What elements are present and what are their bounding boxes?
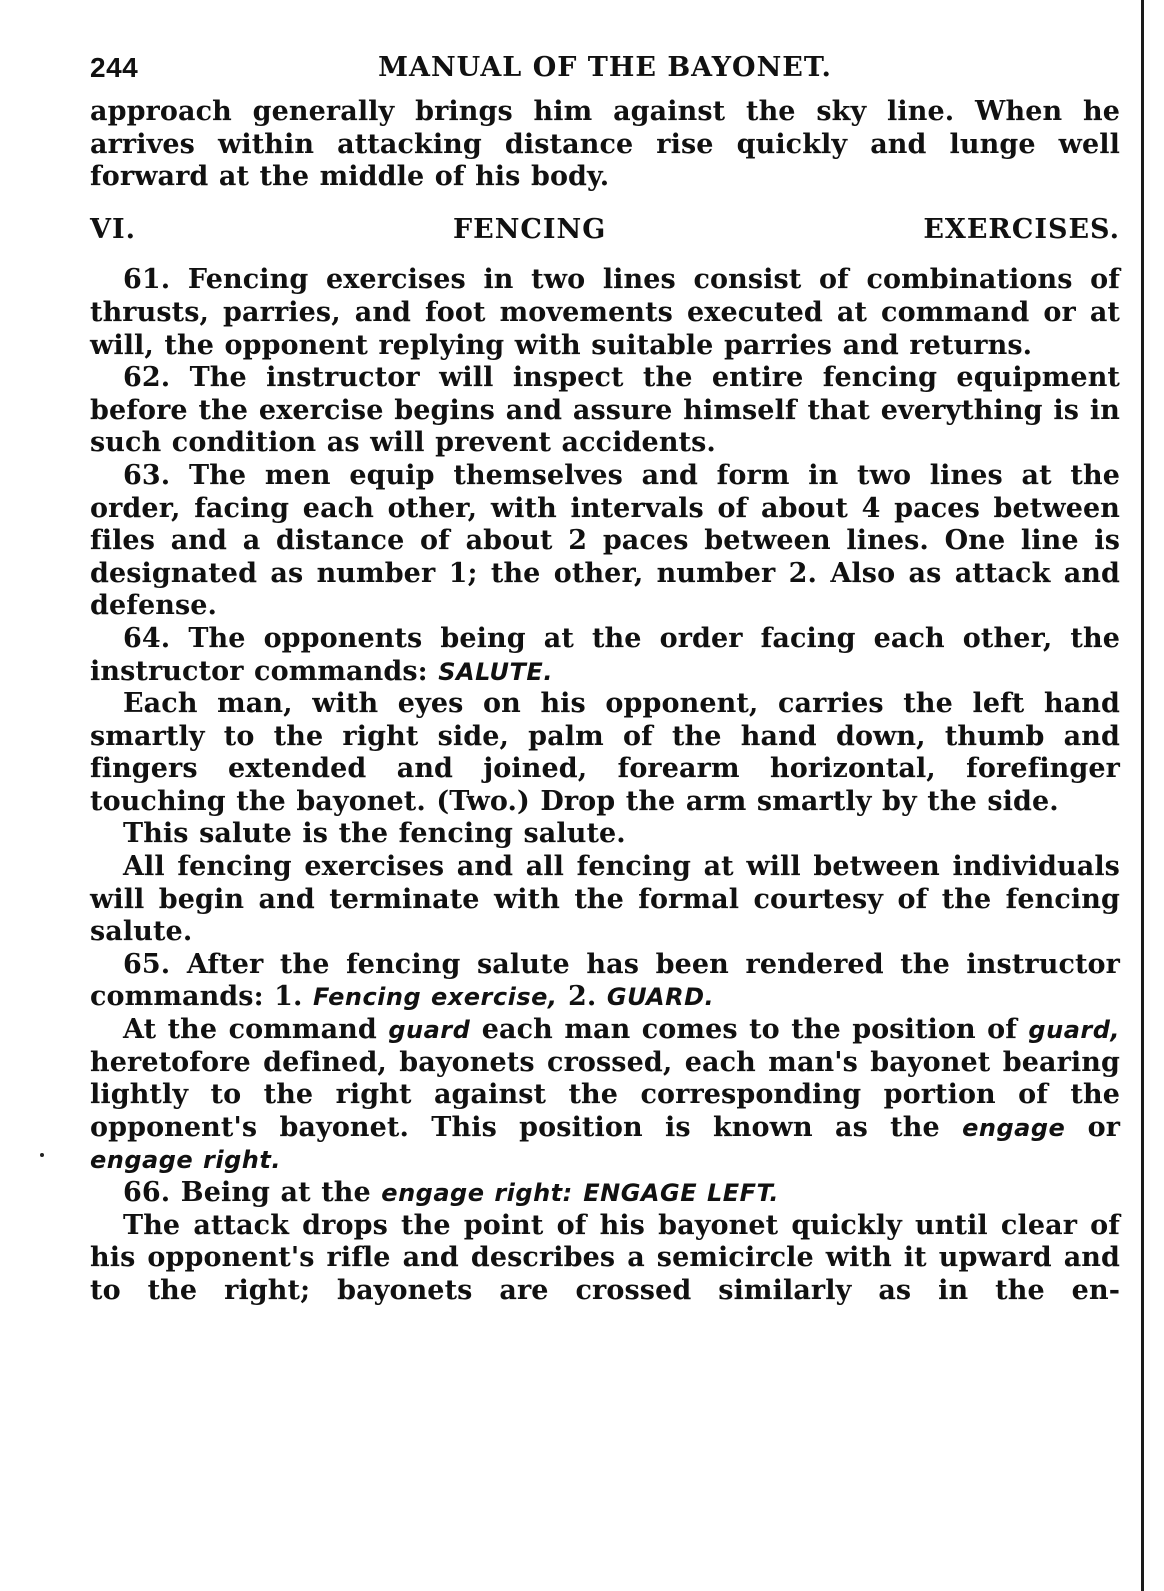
paragraph-65-text: 65. After the fencing salute has been rendered the instructor commands: 1.	[90, 948, 1120, 1013]
command-guard: GUARD.	[606, 983, 715, 1012]
page-header	[90, 52, 1120, 96]
paragraph-65	[90, 949, 1120, 1014]
paragraph-64-courtesy: All fencing exercises and all fencing at will between individuals will begin and terminate with the formal courtesy of the fencing salute.	[90, 851, 1120, 948]
book-page	[90, 52, 1120, 1307]
paragraph-65-guard-description	[90, 1014, 1120, 1177]
body-text	[90, 96, 1120, 1307]
paragraph-65-number-2: 2.	[568, 981, 597, 1013]
page-edge-rule	[1141, 0, 1144, 1591]
paragraph-64-text: 64. The opponents being at the order facing each other, the instructor commands:	[90, 622, 1120, 687]
guard-desc-part-1: At the command	[123, 1014, 377, 1046]
term-engage: engage	[962, 1113, 1066, 1142]
paragraph-64-salute-note: This salute is the fencing salute.	[123, 818, 626, 850]
command-engage-left: ENGAGE LEFT.	[583, 1179, 779, 1207]
paragraph-66	[90, 1177, 1120, 1210]
term-engage-right-66: engage right:	[381, 1179, 573, 1207]
paragraph-66-text: 66. Being at the	[123, 1177, 371, 1208]
running-title: MANUAL OF THE BAYONET.	[378, 52, 832, 83]
command-fencing-exercise: Fencing exercise,	[313, 983, 558, 1012]
paragraph-63: 63. The men equip themselves and form in two lines at the order, facing each other, with intervals of about 4 paces between files and a distance of about 2 paces between lines. One line is designated as number 1; the other, number 2. Also as attack and defense.	[90, 459, 1120, 622]
paragraph-continuation: approach generally brings him against the sky line. When he arrives within attacking distance rise quickly and lunge well forward at the middle of his body.	[90, 96, 1120, 193]
term-engage-right: engage right.	[90, 1146, 281, 1175]
guard-desc-part-3: heretofore defined, bayonets crossed, each man's bayonet bearing lightly to the right against the corresponding portion of the opponent's bayonet. This position is known as the	[90, 1046, 1120, 1143]
section-heading: VI. FENCING EXERCISES.	[90, 213, 1120, 245]
guard-desc-or: or	[1087, 1111, 1121, 1143]
guard-desc-part-2: each man comes to the position of	[481, 1014, 1017, 1046]
print-speck	[40, 1153, 44, 1157]
paragraph-66-description: The attack drops the point of his bayonet quickly until clear of his opponent's rifle and describes a semicircle with it upward and to the right; bayonets are crossed similarly as in the en-	[90, 1209, 1120, 1306]
paragraph-64	[90, 623, 1120, 688]
paragraph-61: 61. Fencing exercises in two lines consist of combinations of thrusts, parries, and foot movements executed at command or at will, the opponent replying with suitable parries and returns.	[90, 264, 1120, 361]
paragraph-64-salute-description: Each man, with eyes on his opponent, carries the left hand smartly to the right side, palm of the hand down, thumb and fingers extended and joined, forearm horizontal, forefinger touching the bayonet. (Two.) Drop the arm smartly by the side.	[90, 688, 1120, 817]
page-number: 244	[90, 52, 139, 83]
command-salute: SALUTE.	[438, 657, 553, 686]
paragraph-62: 62. The instructor will inspect the entire fencing equipment before the exercise begins and assure himself that everything is in such condition as will prevent accidents.	[90, 362, 1120, 459]
term-guard-2: guard,	[1028, 1016, 1121, 1045]
term-guard: guard	[388, 1016, 471, 1045]
